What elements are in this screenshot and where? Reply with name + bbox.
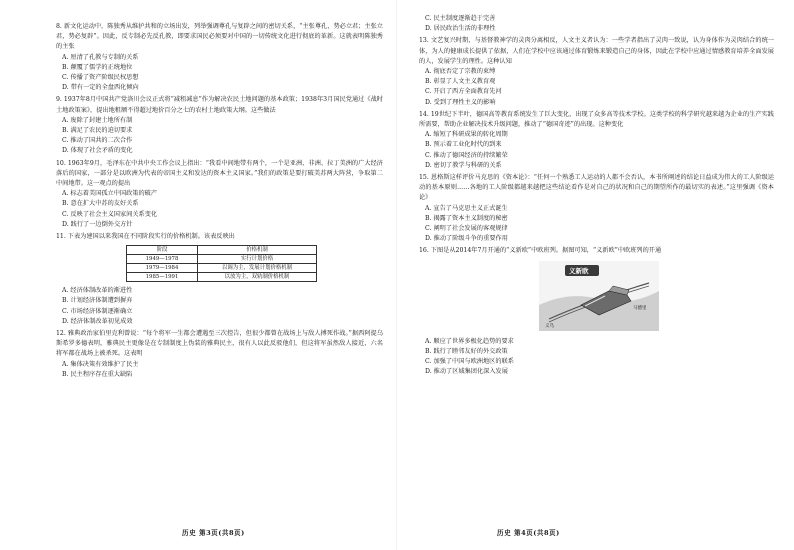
question-stem: 9. 1937年8月中国共产党洛川会议正式将“减租减息”作为解决农民土地问题的基本政策；1938年3月国民党通过《战时土地政策案》，提出地租额不得超过地价百分之七的农村土地政策大纲。这些做法: [56, 96, 383, 114]
question-stem: 10. 1963年9月，毛泽东在中共中央工作会议上指出：“我看中间地带有两个，一个是亚洲、非洲、拉丁美洲的广大经济落后的国家，一部分是以欧洲为代表的帝国主义和发达的资本主义国家。”我们的政策是要打破美苏两大阵营，争取第二中间地带。这一观点的提出: [56, 159, 383, 188]
option-b[interactable]: B. 颠覆了儒学的正统地位: [62, 63, 133, 71]
table-row: [127, 255, 317, 264]
table-cell: 1949—1978: [127, 255, 198, 264]
question-8: [56, 22, 383, 93]
question-9: [56, 95, 383, 156]
option-a[interactable]: A. 宣告了马克思主义正式诞生: [425, 204, 508, 212]
table-cell: 实行计划价格: [198, 255, 317, 264]
table-cell: 1985—1991: [127, 273, 198, 282]
option-c[interactable]: C. 推动了国共的二次合作: [62, 137, 133, 145]
option-b[interactable]: B. 践行了睦邻友好的外交政策: [425, 347, 508, 355]
question-stem: 8. 新文化运动中，陈独秀从维护共和的立场出发，列举强调尊孔与复辟之间的密切关系，“主张尊孔，势必立君；主张立君，势必复辟”。因此，反专制必先反孔教，即要求国民必须要对中国的一切传统文化进行彻底的革新。这就表明陈独秀的主张: [56, 23, 383, 51]
question-stem: 16. 下图是从2014年7月开通的“义新欧”中欧班列。据图可知，“义新欧”中欧班列的开通: [419, 247, 662, 255]
option-b[interactable]: B. 计划经济体制遭到摒弃: [62, 297, 133, 305]
option-d[interactable]: D. 践行了一边倒外交方针: [62, 220, 133, 228]
question-14: [419, 110, 774, 171]
question-10: [56, 159, 383, 230]
option-c[interactable]: C. 民主制度逐渐趋于完善: [425, 15, 496, 22]
option-d[interactable]: D. 推动了区域集团化深入发展: [425, 368, 508, 376]
option-d[interactable]: D. 体现了社会矛盾的变化: [62, 147, 133, 155]
question-stem: 12. 雅典政治家伯里克利曾说：“每个将军一生都会遭遇至三次控告，但很少都曾在战场上与敌人搏死作战。”据西阿提乌斯希罗多德表明，雅典民主更像是在专制制度上伪装的雅典民主，很有人以此反驳他们，但这将军虽然敌人接近，六名将军都在战场上被杀死。这表明: [56, 330, 383, 358]
figure-label-end: 马德里: [633, 305, 647, 311]
option-d[interactable]: D. 受到了理性主义的影响: [425, 98, 496, 106]
question-15: [419, 173, 774, 244]
question-stem: 15. 恩格斯这样评价马克思的《资本论》：“任何一个熟悉工人运动的人都不会否认，本书所阐述的结论日益成为伟大的工人阶级运动的基本原则……各地的工人阶级都越来越把这些结论看作是对自己的状况和自己的期望所作的最切实的表述。”这里强调《资本论》: [419, 174, 774, 202]
option-b[interactable]: B. 预示着工业化时代的到来: [425, 141, 502, 149]
option-a[interactable]: A. 厘清了孔教与专制的关系: [62, 53, 139, 61]
option-a[interactable]: A. 废除了封建土地所有制: [62, 116, 133, 124]
question-16: [419, 246, 774, 377]
option-c[interactable]: C. 反映了社会主义国家间关系变化: [62, 210, 158, 218]
option-a[interactable]: A. 集体决策有效维护了民主: [62, 360, 139, 368]
table-row: [127, 273, 317, 282]
table-header: 阶段: [127, 246, 198, 255]
question-12: [56, 329, 383, 380]
question-stem: 11. 下表为建国以来我国在不同阶段实行的价格机制。该表反映出: [56, 233, 235, 241]
table-cell: 1979—1984: [127, 264, 198, 273]
option-a[interactable]: A. 经济体制改革的渐进性: [62, 287, 133, 295]
question-12-continued: [419, 14, 774, 34]
option-c[interactable]: C. 推动了德国经济的持续繁荣: [425, 151, 508, 159]
question-11: [56, 232, 383, 327]
yixinou-train-figure: [539, 261, 659, 331]
option-c[interactable]: C. 传播了资产阶级民权思想: [62, 74, 139, 82]
option-d[interactable]: D. 推动了阶级斗争的重要作用: [425, 235, 508, 243]
page-footer: 历史 第3页(共8页): [182, 529, 245, 537]
table-cell: 以放为主，双轨制价格机制: [198, 273, 317, 282]
price-mechanism-table: [126, 245, 317, 282]
option-b[interactable]: B. 民主程序存在重大缺陷: [62, 370, 133, 378]
figure-title: 义新欧: [569, 266, 589, 275]
figure-label-start: 义乌: [545, 323, 554, 329]
question-stem: 13. 文艺复兴时期，与基督教神学的灵肉分离相反，人文主义者认为：一些学者指出了灵肉一致说，认为身体作为灵肉结合的统一体，为人的健康成长提供了依据，人们在学校中应该通过体育锻炼来锻造自己的身体，因此在学校中应通过情感教育培养全面发展的人，发展学生的理性。这种认知: [419, 37, 774, 65]
option-c[interactable]: C. 开启了西方全面教育先河: [425, 88, 502, 96]
option-c[interactable]: C. 阐明了社会发展的客观规律: [425, 225, 508, 233]
table-header: 价格机制: [198, 246, 317, 255]
exam-page-4: [397, 0, 794, 550]
question-stem: 14. 19世纪下半叶，德国高等教育系统发生了巨大变化，出现了众多高等技术学校。这类学校的科学研究越来越为企业的生产实践所需要，帮助企业解决技术升级问题，推动了“德国奇迹”的出现。这种变化: [419, 110, 774, 129]
option-d[interactable]: D. 居民政治生活的非理性: [425, 25, 496, 33]
option-d[interactable]: D. 经济体制改革初见成效: [62, 317, 133, 325]
option-d[interactable]: D. 带有一定的全盘西化倾向: [62, 84, 139, 92]
option-a[interactable]: A. 彻底否定了宗教的束缚: [425, 68, 496, 76]
option-b[interactable]: B. 彰显了人文主义教育观: [425, 78, 496, 86]
question-13: [419, 36, 774, 107]
option-c[interactable]: C. 加强了中国与欧洲地区的联系: [425, 358, 514, 366]
option-b[interactable]: B. 意在扩大中苏的友好关系: [62, 200, 139, 208]
train-illustration: [539, 261, 659, 331]
option-c[interactable]: C. 市场经济体制逐渐确立: [62, 307, 133, 315]
option-a[interactable]: A. 缩短了科研成果的转化周期: [425, 131, 508, 139]
option-d[interactable]: D. 密切了教学与科研的关系: [425, 161, 502, 169]
table-row: [127, 264, 317, 273]
option-a[interactable]: A. 顺应了世界多极化趋势的要求: [425, 337, 514, 345]
option-b[interactable]: B. 揭露了资本主义制度的秘密: [425, 214, 508, 222]
option-b[interactable]: B. 满足了农民的迫切要求: [62, 127, 133, 135]
option-a[interactable]: A. 标志着美国孤立中国政策的破产: [62, 190, 158, 198]
table-cell: 以调为主，发展计划价格机制: [198, 264, 317, 273]
page-footer: 历史 第4页(共8页): [497, 529, 560, 537]
